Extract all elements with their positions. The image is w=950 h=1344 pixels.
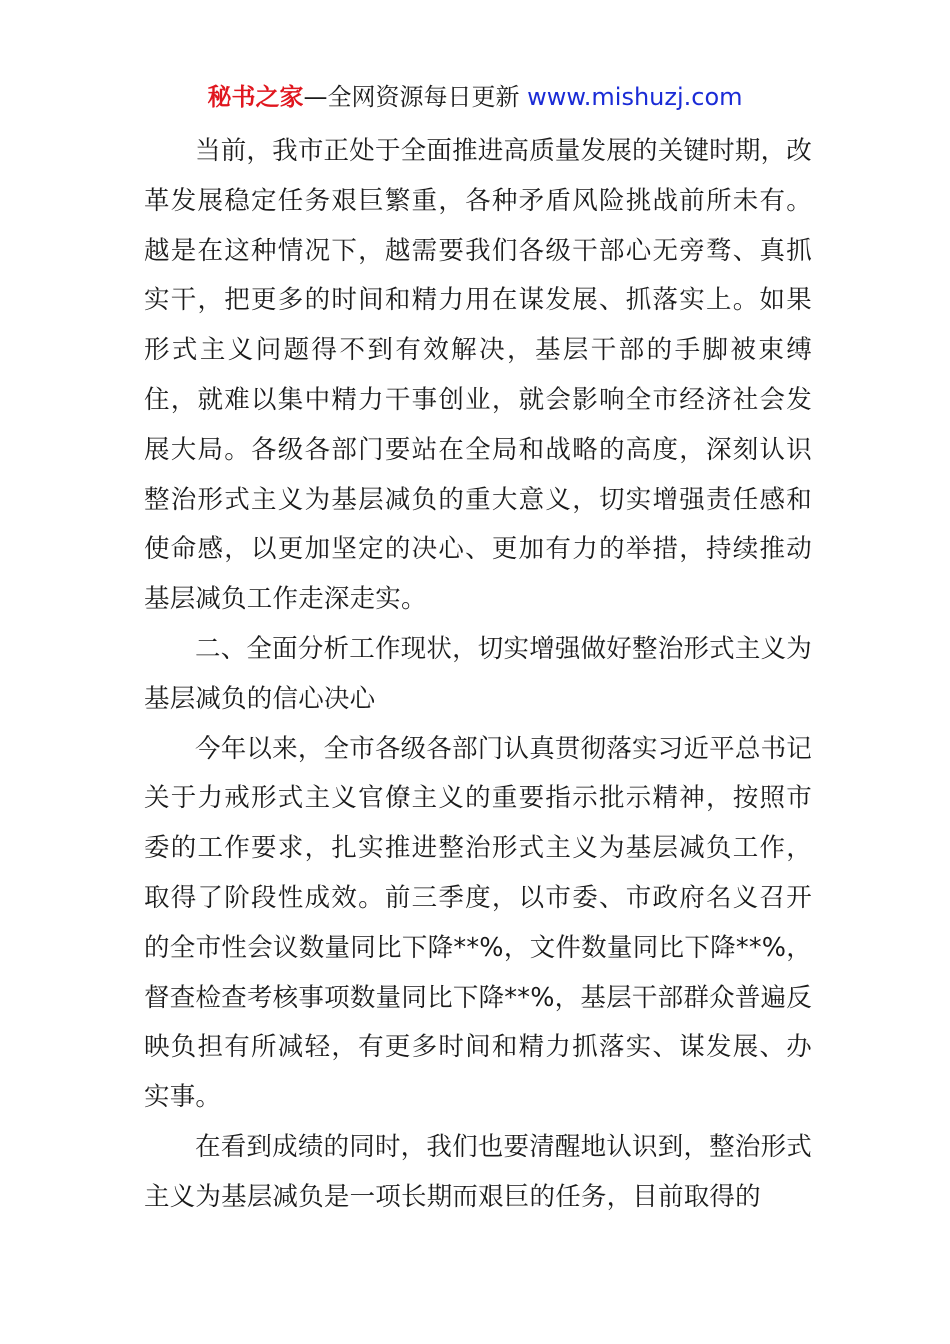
website-url[interactable]: www.mishuzj.com — [519, 83, 743, 111]
brand-name: 秘书之家 — [207, 83, 304, 111]
paragraph: 当前，我市正处于全面推进高质量发展的关键时期，改革发展稳定任务艰巨繁重，各种矛盾风险挑战前所未有。越是在这种情况下，越需要我们各级干部心无旁骛、真抓实干，把更多的时间和精力用在谋发展、抓落实上。如果形式主义问题得不到有效解决，基层干部的手脚被束缚住，就难以集中精力干事创业，就会影响全市经济社会发展大局。各级各部门要站在全局和战略的高度，深刻认识整治形式主义为基层减负的重大意义，切实增强责任感和使命感，以更加坚定的决心、更加有力的举措，持续推动基层减负工作走深走实。 — [144, 136, 812, 615]
page-header — [0, 80, 950, 114]
paragraph: 在看到成绩的同时，我们也要清醒地认识到，整治形式主义为基层减负是一项长期而艰巨的任务，目前取得的 — [144, 1131, 812, 1212]
paragraph: 今年以来，全市各级各部门认真贯彻落实习近平总书记关于力戒形式主义官僚主义的重要指示批示精神，按照市委的工作要求，扎实推进整治形式主义为基层减负工作，取得了阶段性成效。前三季度，以市委、市政府名义召开的全市性会议数量同比下降**%，文件数量同比下降**%，督查检查考核事项数量同比下降**%，基层干部群众普遍反映负担有所减轻，有更多时间和精力抓落实、谋发展、办实事。 — [144, 733, 812, 1113]
section-heading: 二、全面分析工作现状，切实增强做好整治形式主义为基层减负的信心决心 — [144, 633, 812, 714]
document-body — [144, 127, 812, 1223]
header-tagline: —全网资源每日更新 — [303, 83, 520, 111]
